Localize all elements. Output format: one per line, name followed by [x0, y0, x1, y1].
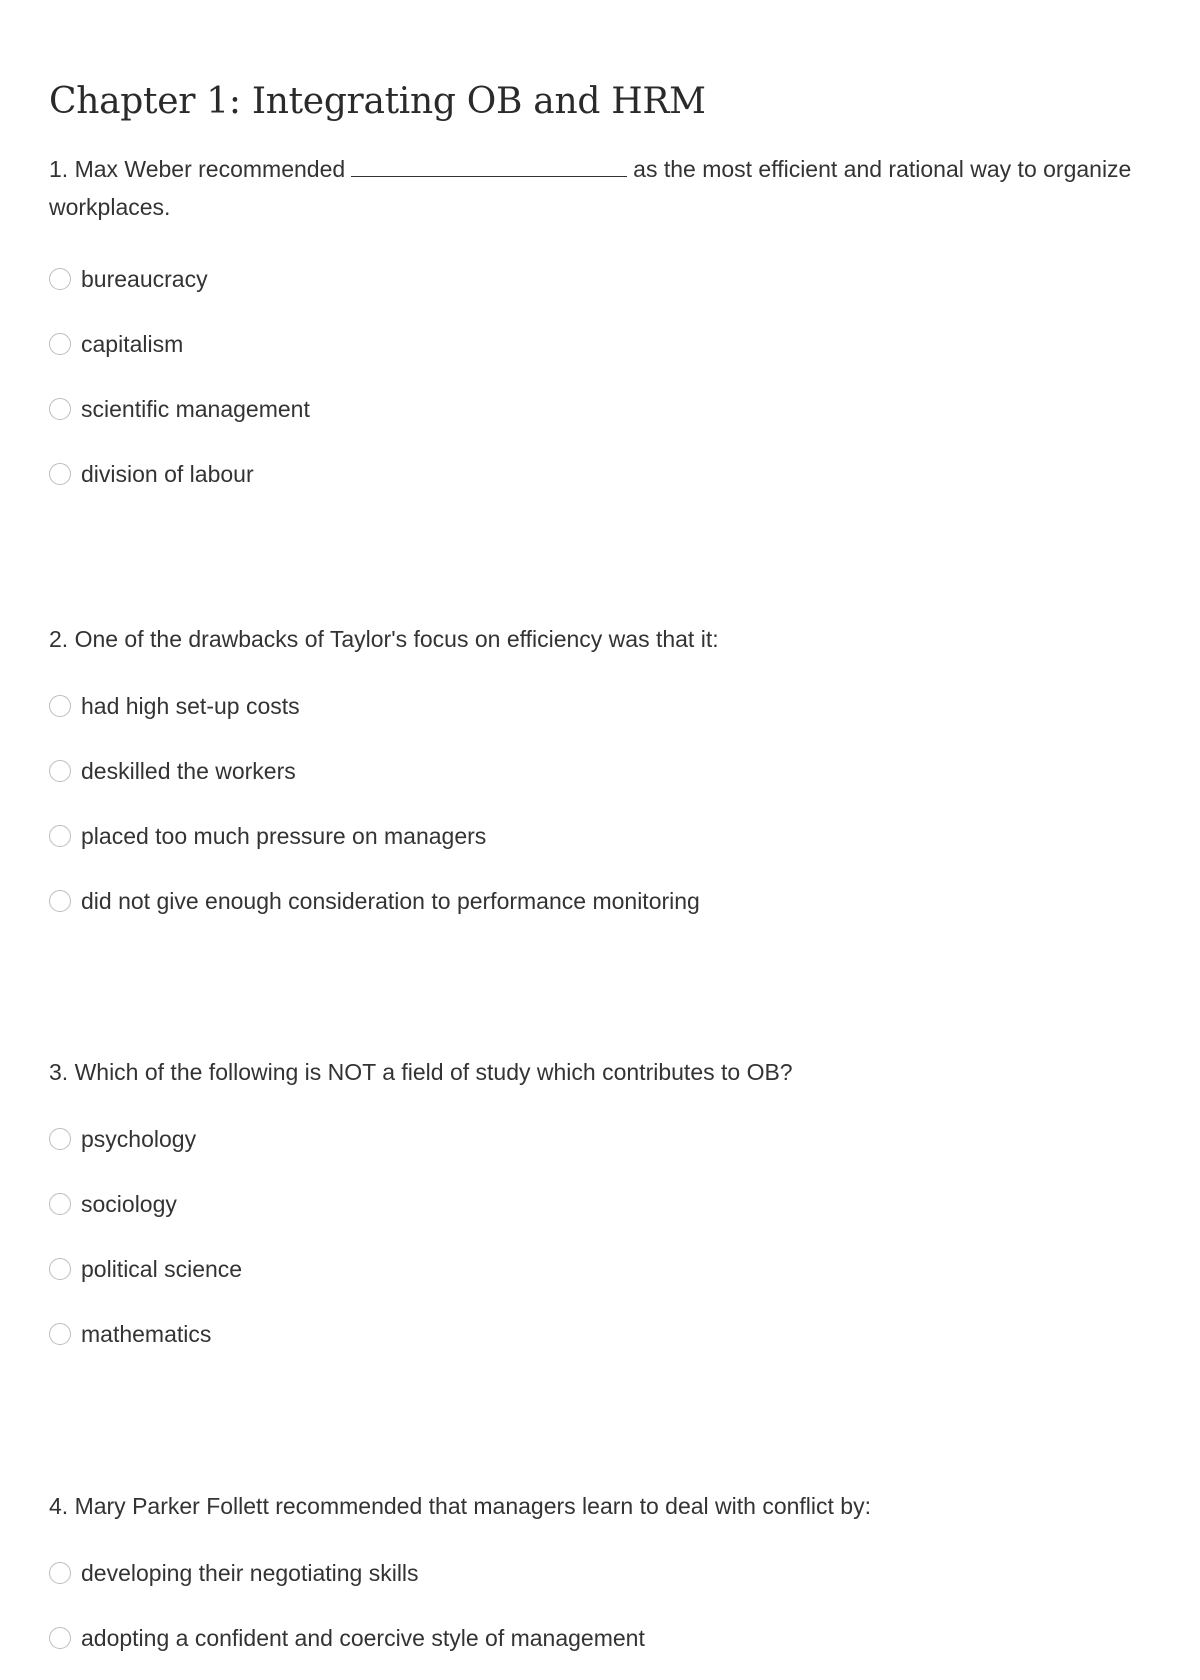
- question-2: [49, 620, 1159, 933]
- radio-unselected-icon[interactable]: [49, 695, 71, 717]
- answer-option[interactable]: [49, 376, 1159, 441]
- answer-option-label: bureaucracy: [81, 265, 208, 292]
- question-1-text: [49, 150, 1159, 226]
- radio-unselected-icon[interactable]: [49, 760, 71, 782]
- question-1-prompt-after: as the most efficient and rational way to organize workplaces.: [49, 156, 1132, 220]
- answer-option-label: sociology: [81, 1190, 177, 1217]
- answer-option-label: division of labour: [81, 460, 254, 487]
- answer-option[interactable]: [49, 246, 1159, 311]
- answer-option-label: mathematics: [81, 1320, 212, 1347]
- answer-option-label: adopting a confident and coercive style of management: [81, 1624, 645, 1651]
- answer-option-label: deskilled the workers: [81, 757, 296, 784]
- question-2-options: [49, 673, 1159, 933]
- question-4: [49, 1487, 1159, 1670]
- question-4-options: [49, 1540, 1159, 1670]
- answer-option-label: placed too much pressure on managers: [81, 822, 487, 849]
- answer-option[interactable]: [49, 803, 1159, 868]
- radio-unselected-icon[interactable]: [49, 333, 71, 355]
- question-4-text: 4. Mary Parker Follett recommended that managers learn to deal with conflict by:: [49, 1493, 871, 1519]
- radio-unselected-icon[interactable]: [49, 463, 71, 485]
- radio-unselected-icon[interactable]: [49, 1323, 71, 1345]
- question-3-options: [49, 1106, 1159, 1366]
- answer-option[interactable]: [49, 311, 1159, 376]
- answer-option[interactable]: [49, 1171, 1159, 1236]
- answer-option-label: did not give enough consideration to performance monitoring: [81, 887, 700, 914]
- answer-option[interactable]: [49, 868, 1159, 933]
- answer-option[interactable]: [49, 1301, 1159, 1366]
- radio-unselected-icon[interactable]: [49, 1562, 71, 1584]
- radio-unselected-icon[interactable]: [49, 825, 71, 847]
- radio-unselected-icon[interactable]: [49, 398, 71, 420]
- answer-option-label: developing their negotiating skills: [81, 1559, 419, 1586]
- question-3-text: 3. Which of the following is NOT a field of study which contributes to OB?: [49, 1059, 793, 1085]
- radio-unselected-icon[interactable]: [49, 1258, 71, 1280]
- radio-unselected-icon[interactable]: [49, 1193, 71, 1215]
- question-2-text: 2. One of the drawbacks of Taylor's focus on efficiency was that it:: [49, 626, 719, 652]
- answer-option[interactable]: [49, 673, 1159, 738]
- answer-option[interactable]: [49, 1540, 1159, 1605]
- answer-option[interactable]: [49, 1106, 1159, 1171]
- radio-unselected-icon[interactable]: [49, 890, 71, 912]
- answer-option-label: scientific management: [81, 395, 310, 422]
- answer-option-label: psychology: [81, 1125, 197, 1152]
- answer-option[interactable]: [49, 738, 1159, 803]
- radio-unselected-icon[interactable]: [49, 1128, 71, 1150]
- answer-option[interactable]: [49, 1236, 1159, 1301]
- question-1-options: [49, 246, 1159, 506]
- question-3: [49, 1053, 1159, 1366]
- question-1-prompt-before: 1. Max Weber recommended: [49, 156, 346, 182]
- answer-option[interactable]: [49, 441, 1159, 506]
- answer-option-label: had high set-up costs: [81, 692, 300, 719]
- radio-unselected-icon[interactable]: [49, 268, 71, 290]
- answer-option-label: capitalism: [81, 330, 184, 357]
- page-title: Chapter 1: Integrating OB and HRM: [49, 81, 706, 122]
- question-1: [49, 150, 1159, 506]
- answer-option-label: political science: [81, 1255, 243, 1282]
- fill-in-blank: [351, 152, 627, 177]
- answer-option[interactable]: [49, 1605, 1159, 1670]
- radio-unselected-icon[interactable]: [49, 1627, 71, 1649]
